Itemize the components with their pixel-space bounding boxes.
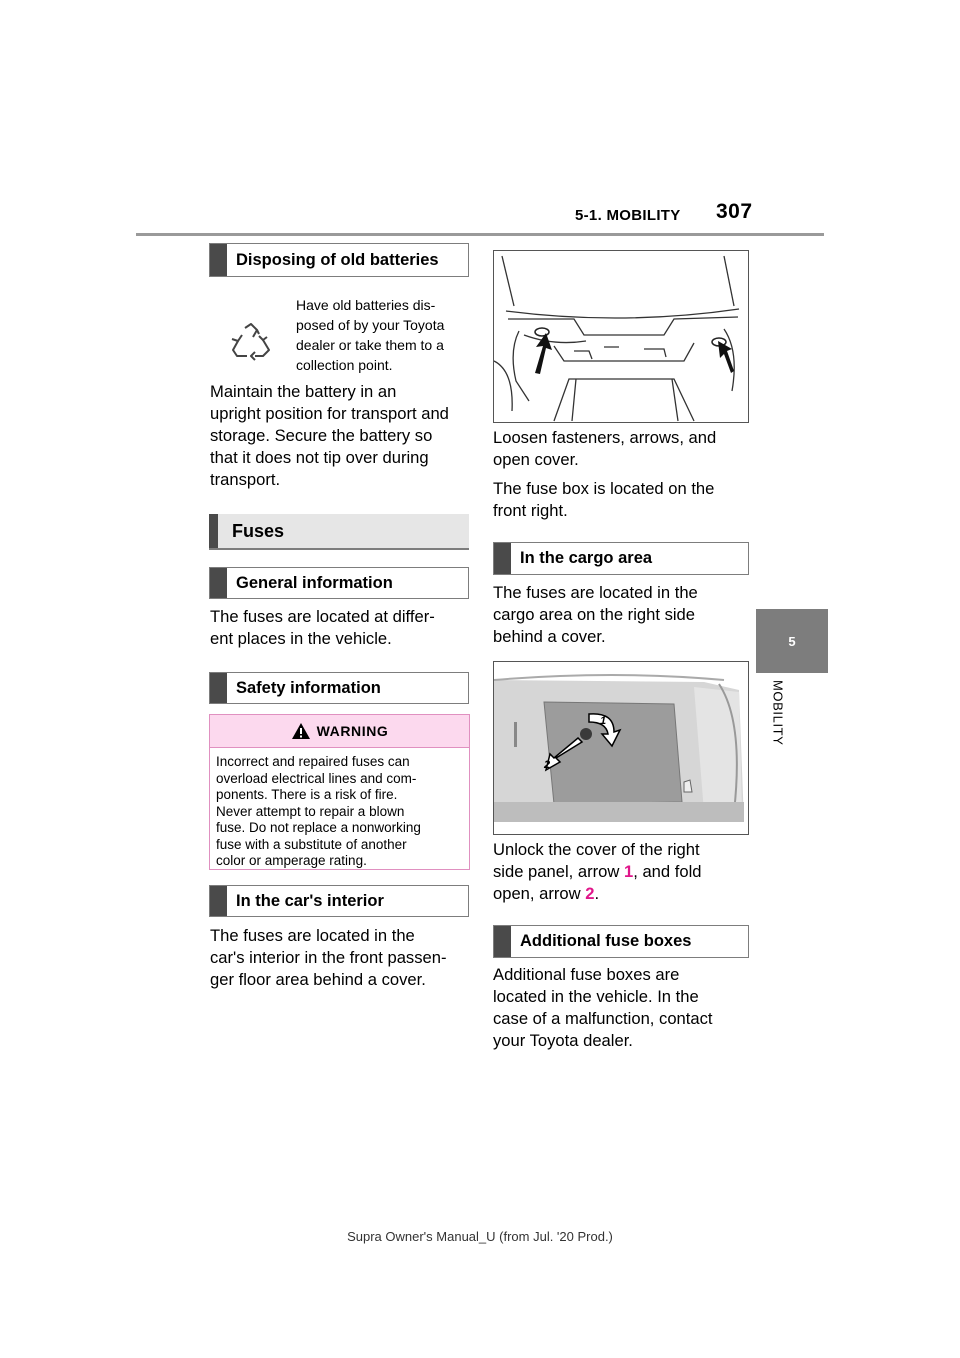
chapter-label-text: MOBILITY (770, 680, 786, 746)
interior-fusebox-figure (493, 250, 749, 423)
warning-box (209, 714, 470, 870)
chapter-tab[interactable]: 5 (756, 609, 828, 673)
cargo-area-figure (493, 661, 749, 835)
interior-text: The fuses are located in the car's interior in the front passen- ger floor area behind a cover. (210, 926, 447, 989)
manual-footer: Supra Owner's Manual_U (from Jul. '20 Prod.) (347, 1229, 613, 1244)
recycle-note: Have old batteries dis- posed of by your Toyota dealer or take them to a collection point. (296, 297, 445, 373)
cargo-area-heading: In the cargo area (493, 542, 749, 575)
battery-transport-text: Maintain the battery in an upright position for transport and storage. Secure the battery so that it does not tip over during transport. (210, 382, 449, 489)
warning-triangle-icon (291, 722, 311, 740)
header-rule (136, 233, 824, 236)
loosen-fasteners-text: Loosen fasteners, arrows, and open cover. (493, 428, 717, 469)
section-title: 5-1. MOBILITY (575, 207, 681, 224)
page-number: 307 (716, 200, 753, 223)
recycle-icon (229, 322, 273, 362)
arrow-1-reference: 1 (623, 862, 634, 881)
interior-heading: In the car's interior (209, 885, 469, 917)
warning-text: Incorrect and repaired fuses can overload electrical lines and com- ponents. There is a risk of fire. Never attempt to repair a blown fuse. Do not replace a nonworking fuse with a substitute of another color or amperage rating. (216, 754, 421, 868)
fuses-section-heading: Fuses (209, 514, 469, 550)
figure-label-2: 2 (544, 759, 551, 771)
fusebox-location-text: The fuse box is located on the front right. (493, 479, 715, 520)
chapter-label (756, 680, 804, 770)
arrow-2-reference: 2 (585, 884, 595, 903)
fusebox-cover-illustration (494, 251, 749, 423)
general-information-heading: General information (209, 567, 469, 599)
figure-label-1: 1 (600, 715, 607, 727)
safety-information-heading: Safety information (209, 672, 469, 704)
additional-fuse-boxes-text: Additional fuse boxes are located in the vehicle. In the case of a malfunction, contact your Toyota dealer. (493, 965, 713, 1050)
unlock-cover-text: Unlock the cover of the right side panel, arrow 1, and fold open, arrow 2. (493, 840, 702, 903)
warning-header: WARNING (210, 715, 469, 748)
cargo-panel-illustration (494, 662, 749, 835)
general-information-text: The fuses are located at differ- ent places in the vehicle. (210, 607, 435, 648)
disposing-batteries-heading: Disposing of old batteries (209, 243, 469, 277)
cargo-area-text: The fuses are located in the cargo area on the right side behind a cover. (493, 583, 698, 646)
additional-fuse-boxes-heading: Additional fuse boxes (493, 925, 749, 958)
